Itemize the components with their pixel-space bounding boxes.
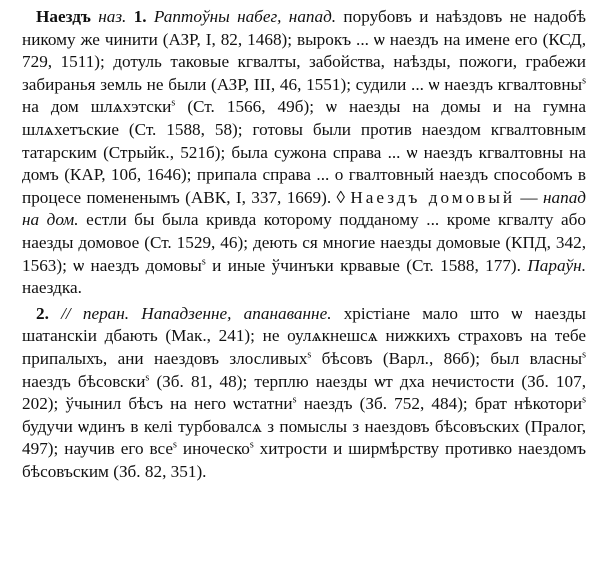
superscript-mark: s	[201, 255, 206, 267]
phrase-citations: и иные ўчинъки крвавые (Ст. 1588, 177).	[205, 255, 521, 275]
sense-1-citations: порубовъ и наѣздовъ не надобѣ никому же чинити (АЗР, I, 82, 1468); вырокъ ... ѡ наездъ на имене его (КСД, 729, 1511); дотуль таковые кгвалты, забойства, наѣзды, пожоги, грабежи забиранья земль не были (АЗР, III, 46, 1551); судили ... ѡ наездъ кгвалтовны	[22, 7, 586, 94]
sense-1-gloss: Раптоўны набег, напад.	[153, 7, 337, 26]
sense-2-gloss: // перан. Нападзенне, апанаванне.	[61, 303, 332, 323]
dictionary-entry-sense-2	[22, 303, 586, 484]
sense-2-citations: (Зб. 81, 48); терплю наезды ѡт дха нечистости (Зб. 107, 202); ўчынил бѣсъ на него ѡстатни	[22, 371, 586, 414]
superscript-mark: s	[249, 439, 254, 451]
sense-1-citations: (Ст. 1566, 49б); ѡ наезды на домы и на гумна шлѧхетъские (Ст. 1588, 58); готовы были против наездом кгвалтовным татарским (Стрыйк., 521б); была сужона справа ... ѡ наездъ кгвалтовны на домъ (КАР, 10б, 1646); припала справа ... о гвалтовный наездъ способомъ в процесе помененымъ (АВК, I, 337, 1669). ◊	[22, 97, 586, 207]
headword: Наездъ	[36, 7, 91, 26]
sense-2-citations: хрістіане мало што ѡ наезды шатанскіи дбають (Мак., 241); не оулѧкнешсѧ нижкихъ страховъ на тебе припалыхъ, ани наездовъ злосливых	[22, 303, 586, 368]
sense-2-citations: хитрости и ширмѣрству противко наездомъ бѣсовъским (Зб. 82, 351).	[22, 439, 586, 481]
phrase-dash: —	[515, 187, 543, 207]
superscript-mark: s	[582, 75, 586, 87]
superscript-mark: s	[582, 349, 586, 361]
superscript-mark: s	[307, 349, 312, 361]
sense-1-number: 1.	[133, 7, 147, 26]
phrase-citations: естли бы была кривда которому подданому ... кроме кгвалту або наезды домовое (Ст. 1529, 46); деють ся многие наезды домовые (КПД, 342, 1563); ѡ наездъ домовы	[22, 210, 586, 275]
see-also-label: Параўн.	[527, 255, 586, 275]
sense-1-citations: на дом шлѧхэтски	[22, 97, 172, 117]
part-of-speech: наз.	[98, 7, 127, 26]
superscript-mark: s	[145, 371, 150, 383]
sense-2-citations: бѣсовъ (Варл., 86б); был власны	[311, 348, 583, 368]
phrase-gloss: напад на дом.	[22, 187, 587, 230]
sense-2-citations: наездъ бѣсовски	[22, 371, 146, 391]
sense-2-citations: наездъ (Зб. 752, 484); брат нѣкотори	[296, 394, 583, 414]
sense-2-number: 2.	[36, 303, 49, 323]
superscript-mark: s	[173, 439, 177, 451]
superscript-mark: s	[171, 97, 176, 109]
sense-2-citations: иноческо	[176, 439, 250, 459]
phrase-headword: Наездъ домовый	[350, 187, 516, 207]
sense-2-citations: будучи ѡдинъ в келi турбовалсѧ з помыслы з наездовъ бѣсовъских (Пралог, 497); научив его все	[22, 416, 586, 459]
superscript-mark: s	[582, 394, 587, 406]
superscript-mark: s	[292, 394, 297, 406]
see-also-word: наездка.	[22, 278, 82, 298]
dictionary-entry-sense-1	[22, 6, 586, 300]
